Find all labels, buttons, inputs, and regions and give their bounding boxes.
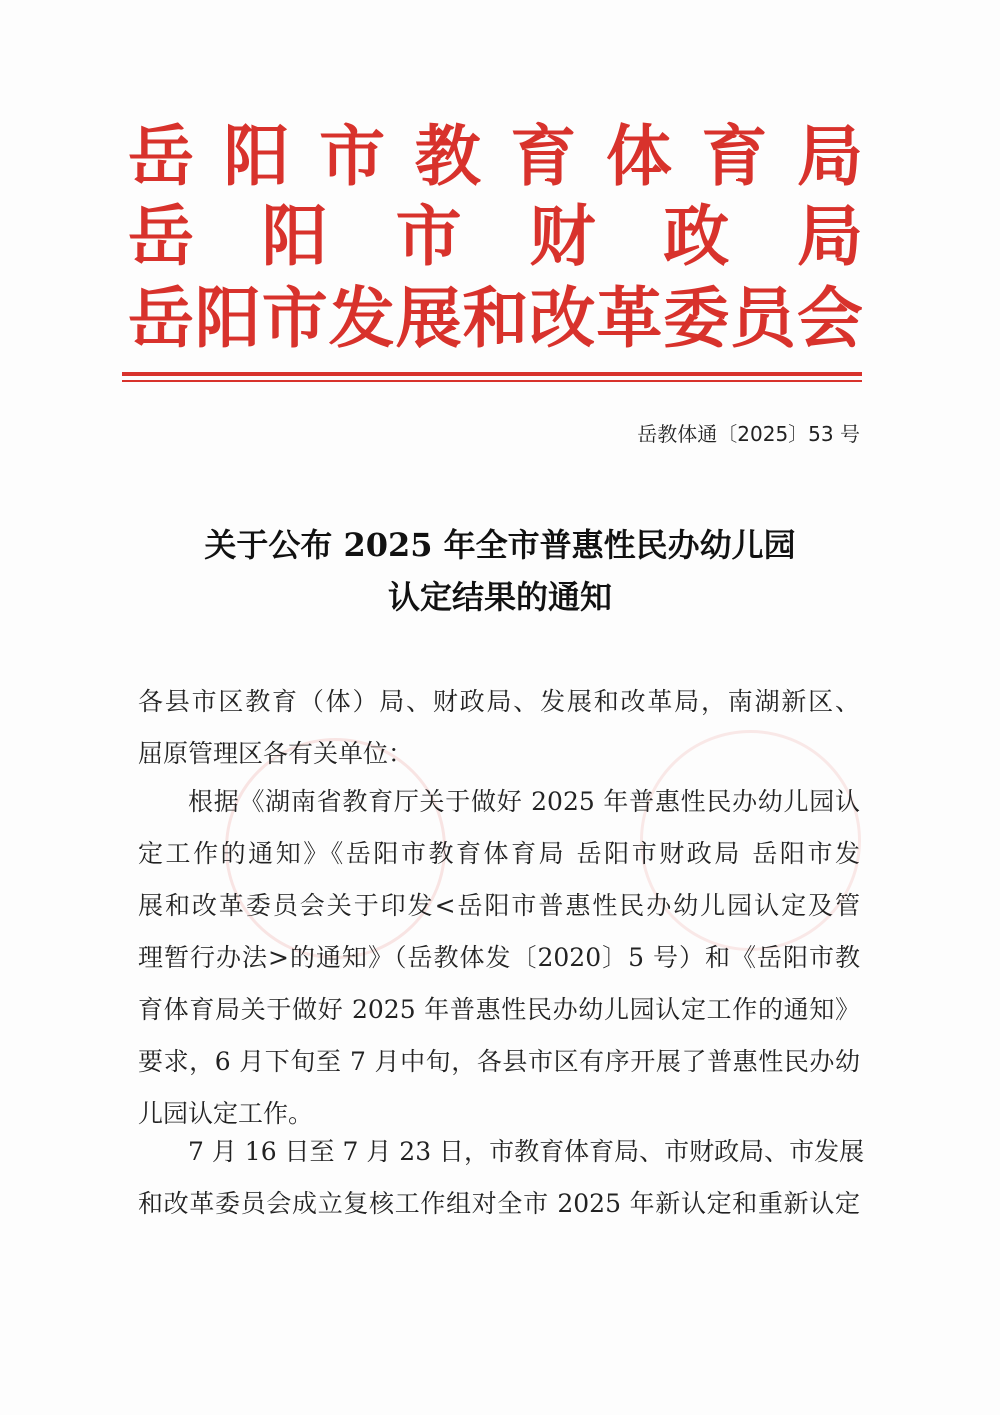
paragraph-2 (138, 1126, 865, 1230)
letterhead-char: 局 (796, 197, 863, 275)
paragraph-line: 展和改革委员会关于印发<岳阳市普惠性民办幼儿园认定及管 (138, 891, 860, 920)
letterhead-char: 展 (395, 279, 462, 357)
letterhead-red-rule-thick (122, 372, 862, 376)
letterhead-red-rule-thin (122, 380, 862, 382)
document-title-line-1: 关于公布 2025 年全市普惠性民办幼儿园 (204, 526, 796, 564)
letterhead-char: 和 (462, 279, 529, 357)
letterhead-development-reform-commission (128, 280, 863, 356)
letterhead-char: 局 (796, 117, 863, 195)
paragraph-line: 理暂行办法>的通知》（岳教体发〔2020〕5 号）和《岳阳市教 (138, 943, 860, 972)
paragraph-line: 和改革委员会成立复核工作组对全市 2025 年新认定和重新认定 (138, 1189, 860, 1218)
letterhead-char: 育 (701, 117, 768, 195)
paragraph-line: 要求，6 月下旬至 7 月中旬，各县市区有序开展了普惠性民办幼 (138, 1047, 860, 1076)
letterhead-char: 委 (663, 279, 730, 357)
letterhead-char: 阳 (223, 117, 290, 195)
letterhead-char: 阳 (261, 197, 328, 275)
letterhead-char: 岳 (128, 117, 194, 195)
paragraph-line: 7 月 16 日至 7 月 23 日，市教育体育局、市财政局、市发展 (188, 1137, 865, 1166)
document-number: 岳教体通〔2025〕53 号 (637, 422, 860, 446)
paragraph-line: 育体育局关于做好 2025 年普惠性民办幼儿园认定工作的通知》 (138, 995, 860, 1024)
paragraph-line: 根据《湖南省教育厅关于做好 2025 年普惠性民办幼儿园认 (188, 787, 860, 816)
letterhead-char: 财 (529, 197, 596, 275)
paragraph-1 (138, 776, 860, 1140)
salutation-line: 屈原管理区各有关单位： (138, 739, 414, 768)
letterhead-char: 会 (796, 279, 863, 357)
letterhead-char: 体 (605, 117, 672, 195)
letterhead-char: 阳 (194, 279, 261, 357)
letterhead-char: 改 (529, 279, 596, 357)
letterhead-char: 岳 (128, 197, 194, 275)
paragraph-line: 定工作的通知》《岳阳市教育体育局 岳阳市财政局 岳阳市发 (138, 839, 860, 868)
letterhead-char: 市 (319, 117, 386, 195)
letterhead-finance-bureau (128, 198, 863, 274)
letterhead-char: 教 (414, 117, 481, 195)
letterhead-char: 政 (663, 197, 730, 275)
letterhead-char: 革 (596, 279, 663, 357)
document-title-line-2: 认定结果的通知 (387, 578, 612, 616)
letterhead-char: 育 (510, 117, 577, 195)
letterhead-char: 员 (730, 279, 797, 357)
letterhead-char: 发 (328, 279, 395, 357)
letterhead-education-sports-bureau (128, 118, 863, 194)
letterhead-char: 市 (395, 197, 462, 275)
salutation-line: 各县市区教育（体）局、财政局、发展和改革局，南湖新区、 (138, 687, 860, 716)
letterhead-char: 岳 (128, 279, 194, 357)
paragraph-line: 儿园认定工作。 (138, 1099, 314, 1128)
letterhead-char: 市 (261, 279, 328, 357)
salutation (138, 676, 860, 780)
